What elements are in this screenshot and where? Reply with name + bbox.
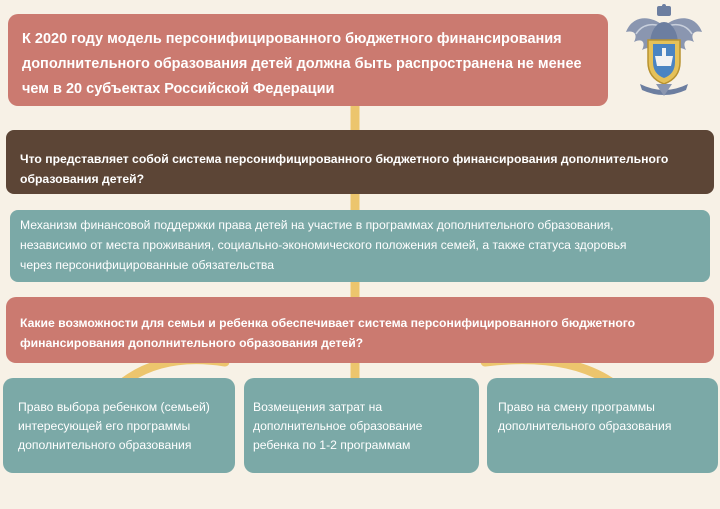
answer-line-1: Механизм финансовой поддержки права детей на участие в программах дополнительного образования, <box>20 218 614 232</box>
coat-of-arms-icon <box>624 4 704 100</box>
question-what-opportunities <box>6 297 714 363</box>
header-line-3: чем в 20 субъектах Российской Федерации <box>22 81 335 97</box>
option-2-line-2: дополнительное образование <box>253 419 423 433</box>
option-card-change-program <box>487 378 718 473</box>
answer-line-3: через персонифицированные обязательства <box>20 258 275 272</box>
answer-line-2: независимо от места проживания, социально-экономического положения семей, а также статуса здоровья <box>20 238 627 252</box>
option-card-reimbursement <box>244 378 479 473</box>
option-3-line-2: дополнительного образования <box>498 419 672 433</box>
question-1-line-2: образования детей? <box>20 172 145 186</box>
question-what-is-system <box>6 130 714 194</box>
option-1-line-2: интересующей его программы <box>18 419 191 433</box>
header-line-2: дополнительного образования детей должна быть распространена не менее <box>22 56 582 72</box>
header-statement <box>8 14 608 106</box>
header-line-1: К 2020 году модель персонифицированного бюджетного финансирования <box>22 31 562 47</box>
option-3-line-1: Право на смену программы <box>498 400 655 414</box>
option-card-choice <box>3 378 235 473</box>
question-2-line-2: финансирования дополнительного образования детей? <box>20 336 364 350</box>
option-1-line-3: дополнительного образования <box>18 438 192 452</box>
option-2-line-1: Возмещения затрат на <box>253 400 383 414</box>
option-1-line-1: Право выбора ребенком (семьей) <box>18 400 210 414</box>
question-1-line-1: Что представляет собой система персонифицированного бюджетного финансирования дополнительного <box>20 152 669 166</box>
option-2-line-3: ребенка по 1-2 программам <box>253 438 411 452</box>
answer-definition <box>10 210 710 282</box>
question-2-line-1: Какие возможности для семьи и ребенка обеспечивает система персонифицированного бюджетного <box>20 316 636 330</box>
